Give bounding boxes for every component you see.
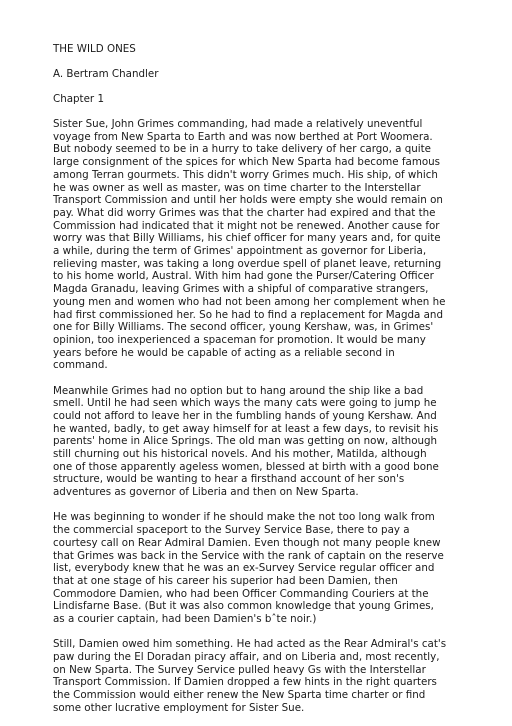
- chapter-heading: Chapter 1: [53, 93, 104, 105]
- paragraph-3: He was beginning to wonder if he should make the not too long walk from the commercial spaceport to the Survey Service Base, there to pay a courtesy call on Rear Admiral Damien. Even though not many people knew that Grimes was back in the Service with the rank of captain on the reserve list, everybody knew that he was an ex-Survey Service regular officer and that at one stage of his career his superior had been Damien, then Commodore Damien, who had been Officer Commanding Couriers at the Lindisfarne Base. (But it was also common knowledge that young Grimes, as a courier captain, had been Damien's bˆte noir.): [53, 511, 444, 626]
- paragraph-1: Sister Sue, John Grimes commanding, had made a relatively uneventful voyage from New Sparta to Earth and was now berthed at Port Woomera. But nobody seemed to be in a hurry to take delivery of her cargo, a quite large consignment of the spices for which New Sparta had become famous among Terran gourmets. This didn't worry Grimes much. His ship, of which he was owner as well as master, was on time charter to the Interstellar Transport Commission and until her holds were empty she would remain on pay. What did worry Grimes was that the charter had expired and that the Commission had indicated that it might not be renewed. Another cause for worry was that Billy Williams, his chief officer for many years and, for quite a while, during the term of Grimes' appointment as governor for Liberia, relieving master, was taking a long overdue spell of planet leave, returning to his home world, Austral. With him had gone the Purser/Catering Officer Magda Granadu, leaving Grimes with a shipful of comparative strangers, young men and women who had not been among her complement when he had first commissioned her. So he had to find a replacement for Magda and one for Billy Williams. The second officer, young Kershaw, was, in Grimes' opinion, too inexperienced a spaceman for promotion. It would be many years before he would be capable of acting as a reliable second in command.: [53, 118, 446, 372]
- paragraph-4: Still, Damien owed him something. He had acted as the Rear Admiral's cat's paw during the El Doradan piracy affair, and on Liberia and, most recently, on New Sparta. The Survey Service pulled heavy Gs with the Interstellar Transport Commission. If Damien dropped a few hints in the right quarters the Commission would either renew the New Sparta time charter or find some other lucrative employment for Sister Sue.: [53, 638, 447, 714]
- author-name: A. Bertram Chandler: [53, 68, 159, 80]
- book-title: THE WILD ONES: [53, 43, 136, 55]
- paragraph-2: Meanwhile Grimes had no option but to hang around the ship like a bad smell. Until he had seen which ways the many cats were going to jump he could not afford to leave her in the fumbling hands of young Kershaw. And he wanted, badly, to get away himself for at least a few days, to revisit his parents' home in Alice Springs. The old man was getting on now, although still churning out his historical novels. And his mother, Matilda, although one of those apparently ageless women, blessed at birth with a good bone structure, would be wanting to hear a firsthand account of her son's adventures as governor of Liberia and then on New Sparta.: [53, 384, 439, 499]
